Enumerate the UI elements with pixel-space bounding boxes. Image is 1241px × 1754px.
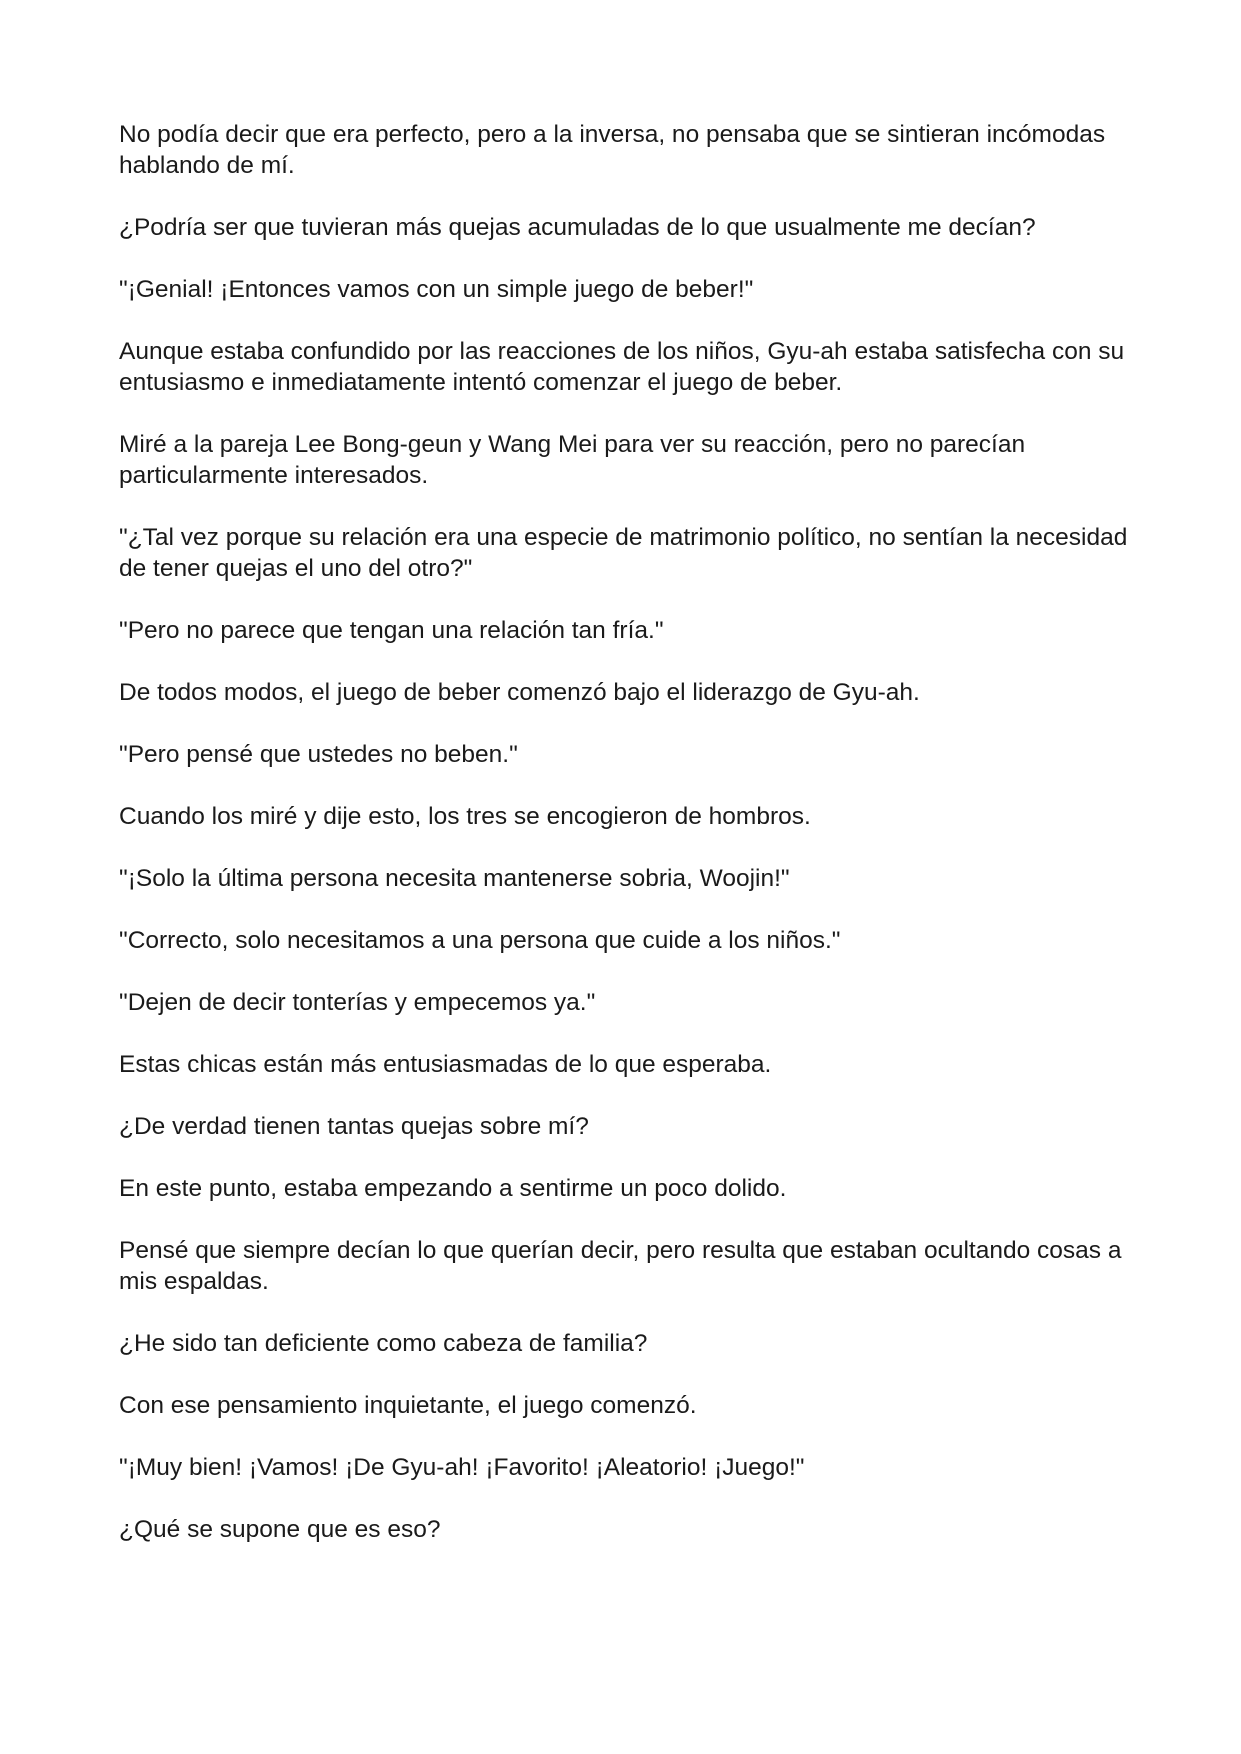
paragraph: ¿He sido tan deficiente como cabeza de familia? <box>119 1330 648 1357</box>
paragraph: "Pero no parece que tengan una relación tan fría." <box>119 617 664 644</box>
paragraph: ¿De verdad tienen tantas quejas sobre mí? <box>119 1113 589 1140</box>
paragraph: "¡Muy bien! ¡Vamos! ¡De Gyu-ah! ¡Favorito! ¡Aleatorio! ¡Juego!" <box>119 1454 805 1481</box>
body-text <box>119 119 1129 1545</box>
paragraph: De todos modos, el juego de beber comenzó bajo el liderazgo de Gyu-ah. <box>119 679 920 706</box>
paragraph: "¡Genial! ¡Entonces vamos con un simple juego de beber!" <box>119 276 754 303</box>
paragraph: "Dejen de decir tonterías y empecemos ya." <box>119 989 596 1016</box>
paragraph: "¡Solo la última persona necesita mantenerse sobria, Woojin!" <box>119 865 790 892</box>
paragraph: Miré a la pareja Lee Bong-geun y Wang Mei para ver su reacción, pero no parecían particularmente interesados. <box>119 431 1026 489</box>
paragraph: "Correcto, solo necesitamos a una persona que cuide a los niños." <box>119 927 841 954</box>
paragraph: Pensé que siempre decían lo que querían decir, pero resulta que estaban ocultando cosas a mis espaldas. <box>119 1237 1122 1295</box>
paragraph: Estas chicas están más entusiasmadas de lo que esperaba. <box>119 1051 772 1078</box>
paragraph: "¿Tal vez porque su relación era una especie de matrimonio político, no sentían la necesidad de tener quejas el uno del otro?" <box>119 524 1128 582</box>
paragraph: No podía decir que era perfecto, pero a la inversa, no pensaba que se sintieran incómodas hablando de mí. <box>119 121 1106 179</box>
paragraph: ¿Qué se supone que es eso? <box>119 1516 441 1543</box>
paragraph: ¿Podría ser que tuvieran más quejas acumuladas de lo que usualmente me decían? <box>119 214 1036 241</box>
paragraph: Con ese pensamiento inquietante, el juego comenzó. <box>119 1392 697 1419</box>
paragraph: "Pero pensé que ustedes no beben." <box>119 741 518 768</box>
paragraph: Cuando los miré y dije esto, los tres se encogieron de hombros. <box>119 803 811 830</box>
paragraph: Aunque estaba confundido por las reacciones de los niños, Gyu-ah estaba satisfecha con su entusiasmo e inmediatamente intentó comenzar el juego de beber. <box>119 338 1125 396</box>
paragraph: En este punto, estaba empezando a sentirme un poco dolido. <box>119 1175 787 1202</box>
